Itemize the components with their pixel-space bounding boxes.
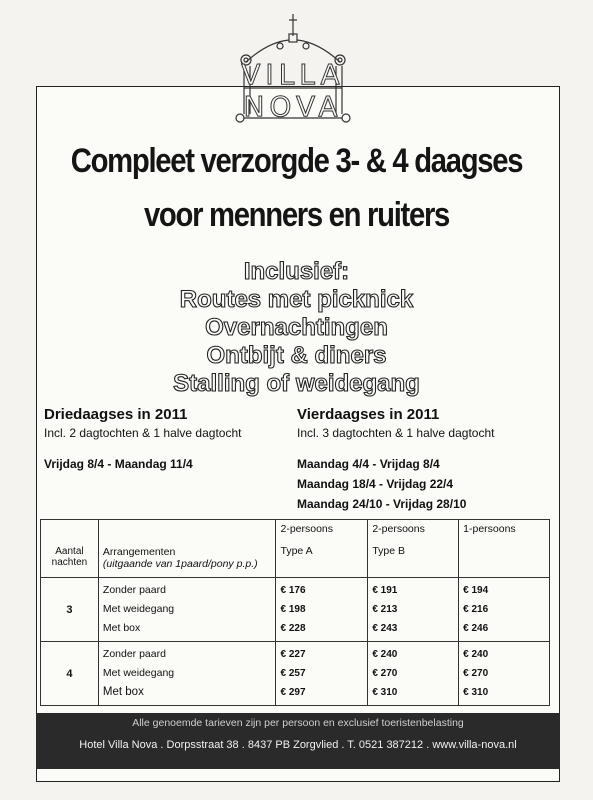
single-prices <box>459 578 550 642</box>
footer-bar <box>36 713 560 769</box>
header-nights-line1: Aantal <box>55 545 84 557</box>
price-table <box>40 519 550 706</box>
header-single <box>459 520 550 578</box>
type-a-prices <box>276 578 368 642</box>
price-value: € 191 <box>372 585 398 596</box>
three-day-date: Vrijdag 8/4 - Maandag 11/4 <box>44 457 193 471</box>
header-type-b-line2: Type B <box>372 545 405 557</box>
feature-routes: Routes met picknick <box>179 286 414 313</box>
header-arrangement-note: (uitgaande van 1paard/pony p.p.) <box>102 558 258 570</box>
footer-address: Hotel Villa Nova . Dorpsstraat 38 . 8437 PB Zorgvlied . T. 0521 387212 . www.villa-nova.nl <box>79 739 517 751</box>
option-label: Met box <box>102 622 141 634</box>
four-day-title: Vierdaagses in 2011 <box>297 406 440 423</box>
footer-note: Alle genoemde tarieven zijn per persoon en exclusief toeristenbelasting <box>132 717 464 729</box>
three-day-subtitle: Incl. 2 dagtochten & 1 halve dagtocht <box>44 426 242 440</box>
header-type-b <box>368 520 459 578</box>
price-value: € 257 <box>280 668 306 679</box>
header-nights <box>41 520 99 578</box>
price-value: € 246 <box>463 623 489 634</box>
price-value: € 176 <box>280 585 306 596</box>
price-value: € 213 <box>372 604 398 615</box>
option-label: Met box <box>102 686 144 698</box>
features-title: Inclusief: <box>243 258 350 285</box>
logo-word-nova: NOVA <box>243 90 343 123</box>
four-day-subtitle: Incl. 3 dagtochten & 1 halve dagtocht <box>297 426 495 440</box>
header-type-a-line2: Type A <box>280 545 313 557</box>
price-value: € 194 <box>463 585 489 596</box>
table-row <box>41 578 550 642</box>
header-type-b-line1: 2-persoons <box>372 523 425 535</box>
three-day-section <box>44 406 241 474</box>
price-value: € 228 <box>280 623 306 634</box>
three-day-title: Driedaagses in 2011 <box>44 406 188 423</box>
price-value: € 270 <box>372 668 398 679</box>
options-cell <box>98 578 276 642</box>
four-day-date: Maandag 4/4 - Vrijdag 8/4 <box>297 457 440 471</box>
feature-ontbijt-diners: Ontbijt & diners <box>206 342 387 369</box>
table-header-row <box>41 520 550 578</box>
price-value: € 243 <box>372 623 398 634</box>
option-label: Met weidegang <box>102 603 175 615</box>
type-a-prices <box>276 642 368 706</box>
four-day-section <box>297 406 494 514</box>
price-value: € 297 <box>280 687 306 698</box>
headline-line-1: Compleet verzorgde 3- & 4 daagses <box>70 142 523 180</box>
options-cell <box>98 642 276 706</box>
price-value: € 216 <box>463 604 489 615</box>
price-value: € 227 <box>280 649 306 660</box>
header-nights-line2: nachten <box>51 556 88 568</box>
header-type-a <box>276 520 368 578</box>
price-value: € 270 <box>463 668 489 679</box>
logo-word-villa: VILLA <box>241 58 345 91</box>
price-value: € 310 <box>463 687 489 698</box>
price-value: € 198 <box>280 604 306 615</box>
table-row <box>41 642 550 706</box>
price-value: € 310 <box>372 687 398 698</box>
villa-nova-logo <box>228 14 358 124</box>
headline-line-2: voor menners en ruiters <box>143 196 450 234</box>
price-value: € 240 <box>463 649 489 660</box>
header-arrangement-label: Arrangementen <box>102 546 176 558</box>
header-single-line1: 1-persoons <box>463 523 516 535</box>
four-day-date: Maandag 24/10 - Vrijdag 28/10 <box>297 497 467 511</box>
type-b-prices <box>368 578 459 642</box>
header-arrangement <box>98 520 276 578</box>
option-label: Zonder paard <box>102 584 166 596</box>
single-prices <box>459 642 550 706</box>
type-b-prices <box>368 642 459 706</box>
header-type-a-line1: 2-persoons <box>280 523 334 535</box>
four-day-date: Maandag 18/4 - Vrijdag 22/4 <box>297 477 454 491</box>
option-label: Zonder paard <box>102 648 166 660</box>
feature-stalling: Stalling of weidegang <box>173 370 420 397</box>
option-label: Met weidegang <box>102 667 175 679</box>
feature-overnachtingen: Overnachtingen <box>205 314 388 341</box>
nights-cell: 4 <box>41 642 99 706</box>
price-value: € 240 <box>372 649 398 660</box>
nights-cell: 3 <box>41 578 99 642</box>
